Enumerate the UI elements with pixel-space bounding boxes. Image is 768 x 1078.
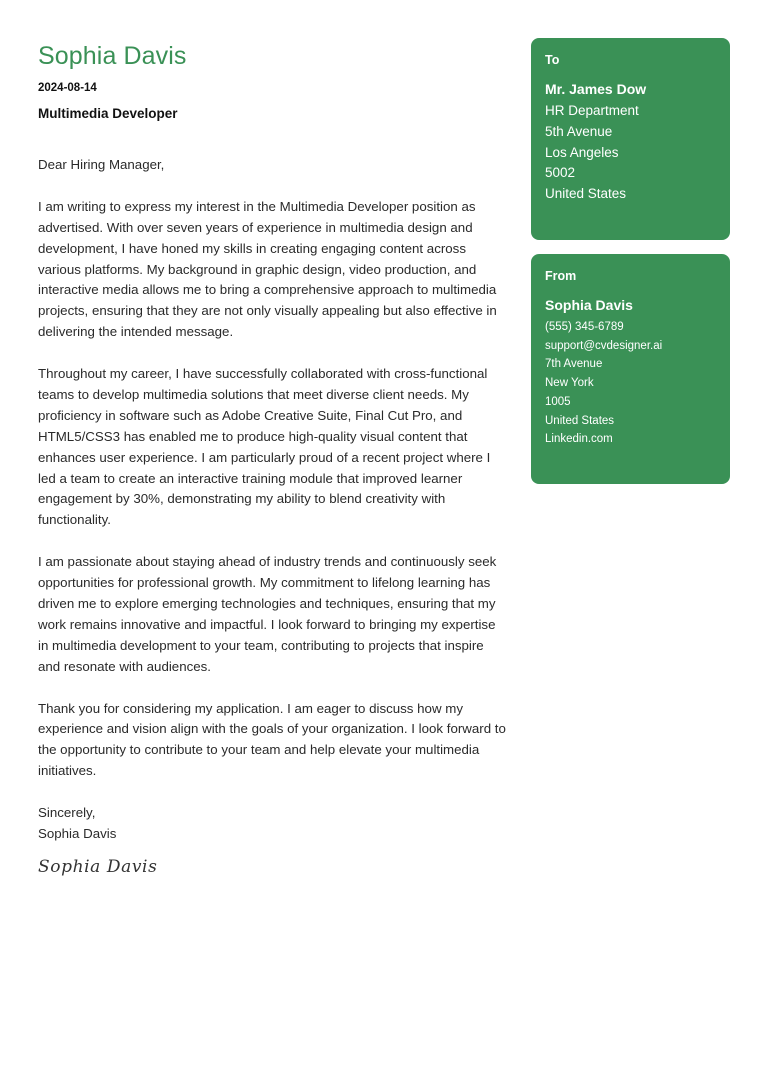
recipient-country: United States [545, 186, 627, 202]
recipient-heading: To [545, 53, 560, 67]
sender-linkedin: Linkedin.com [545, 433, 613, 446]
closing-phrase: Sincerely, [38, 805, 96, 821]
recipient-city: Los Angeles [545, 144, 619, 160]
sender-email: support@cvdesigner.ai [545, 339, 663, 352]
paragraph-2: Throughout my career, I have successfully collaborated with cross-functional teams to develop multimedia solutions that meet diverse client needs. My proficiency in software such as Adobe Creative Suite, Final Cut Pro, and HTML5/CSS3 has enabled me to produce high-quality visual content that enhances user experience. I am particularly proud of a recent project where I led a team to create an interactive training module that improved learner engagement by 30%, demonstrating my ability to blend creativity with functionality. [38, 366, 491, 528]
sender-card [531, 254, 730, 484]
sender-name-title: Sophia Davis [38, 42, 187, 70]
handwritten-signature: Sophia Davis [38, 856, 158, 877]
paragraph-3: I am passionate about staying ahead of industry trends and continuously seek opportunities for professional growth. My commitment to lifelong learning has driven me to explore emerging technologies and techniques, ensuring that my work remains innovative and impactful. I look forward to bringing my expertise in multimedia development to your team, contributing to projects that inspire and resonate with audiences. [38, 554, 497, 674]
sender-heading: From [545, 269, 577, 283]
paragraph-1: I am writing to express my interest in the Multimedia Developer position as advertised. With over seven years of experience in multimedia design and development, I have honed my skills in creating engaging content across various platforms. My background in graphic design, video production, and interactive media allows me to bring a comprehensive approach to multimedia projects, ensuring that they are not only visually appealing but also effective in delivering the intended message. [38, 198, 497, 340]
recipient-street: 5th Avenue [545, 123, 613, 139]
recipient-card [531, 38, 730, 240]
job-title: Multimedia Developer [38, 106, 178, 121]
closing-block [38, 803, 508, 845]
sender-phone: (555) 345-6789 [545, 321, 624, 333]
letter-date: 2024-08-14 [38, 82, 97, 94]
sender-name: Sophia Davis [545, 297, 633, 313]
recipient-postcode: 5002 [545, 165, 576, 181]
closing-name: Sophia Davis [38, 825, 117, 841]
sender-street: 7th Avenue [545, 358, 603, 371]
recipient-name: Mr. James Dow [545, 81, 647, 97]
letter-main [38, 40, 508, 877]
recipient-department: HR Department [545, 103, 639, 118]
letter-body [38, 155, 508, 782]
sender-country: United States [545, 414, 615, 427]
paragraph-4: Thank you for considering my application. I am eager to discuss how my experience and vision align with the goals of your organization. I look forward to the opportunity to contribute to your team and help elevate your multimedia initiatives. [38, 700, 506, 779]
sender-postcode: 1005 [545, 395, 571, 408]
sender-city: New York [545, 377, 594, 390]
greeting: Dear Hiring Manager, [38, 157, 165, 172]
